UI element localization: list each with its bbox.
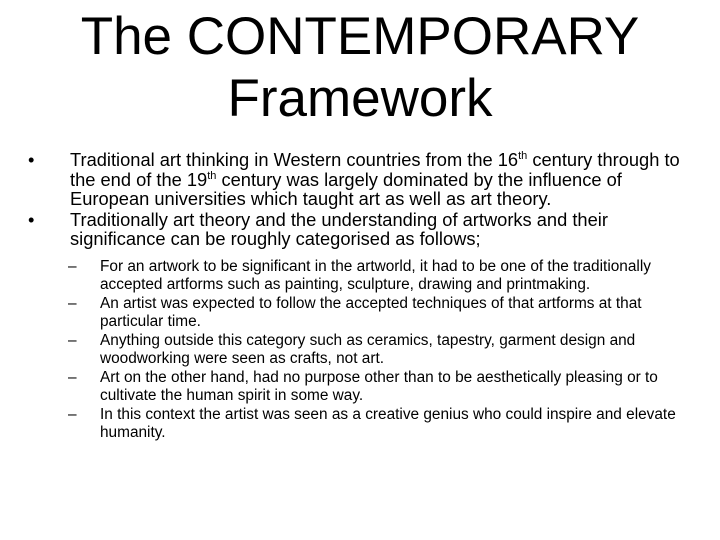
bullet-marker: • bbox=[28, 208, 35, 230]
sub-bullet-item bbox=[68, 369, 690, 405]
dash-marker: – bbox=[68, 294, 77, 312]
dash-marker: – bbox=[68, 369, 77, 387]
sub-bullet-text: Art on the other hand, had no purpose other than to be aesthetically pleasing or to cultivate the human spirit in some way. bbox=[100, 369, 658, 405]
bullet-list bbox=[28, 150, 690, 443]
sub-bullet-text: Anything outside this category such as ceramics, tapestry, garment design and woodworking were seen as crafts, not art. bbox=[100, 331, 636, 367]
sub-bullet-text: An artist was expected to follow the accepted techniques of that artforms at that particular time. bbox=[100, 294, 642, 330]
bullet-item bbox=[28, 210, 690, 443]
sub-bullet-list bbox=[68, 258, 690, 443]
sub-bullet-item bbox=[68, 406, 690, 442]
sub-bullet-item bbox=[68, 295, 690, 331]
bullet-text: Traditionally art theory and the understanding of artworks and their significance can be roughly categorised as follows; bbox=[70, 208, 608, 249]
sub-bullet-item bbox=[68, 332, 690, 368]
sub-bullet-text: In this context the artist was seen as a creative genius who could inspire and elevate humanity. bbox=[100, 406, 676, 442]
sub-bullet-item bbox=[68, 258, 690, 294]
sub-bullet-text: For an artwork to be significant in the artworld, it had to be one of the traditionally accepted artforms such as painting, sculpture, drawing and printmaking. bbox=[100, 257, 651, 293]
title-line-1: The CONTEMPORARY bbox=[80, 7, 640, 66]
title-line-2: Framework bbox=[227, 69, 493, 128]
dash-marker: – bbox=[68, 406, 77, 424]
bullet-item bbox=[28, 150, 690, 209]
dash-marker: – bbox=[68, 257, 77, 275]
bullet-text: Traditional art thinking in Western countries from the 16th century through to the end of the 19th century was largely dominated by the influence of European universities which taught art as well as art theory. bbox=[70, 149, 680, 209]
bullet-marker: • bbox=[28, 149, 35, 170]
dash-marker: – bbox=[68, 331, 77, 349]
slide-title bbox=[36, 6, 684, 130]
